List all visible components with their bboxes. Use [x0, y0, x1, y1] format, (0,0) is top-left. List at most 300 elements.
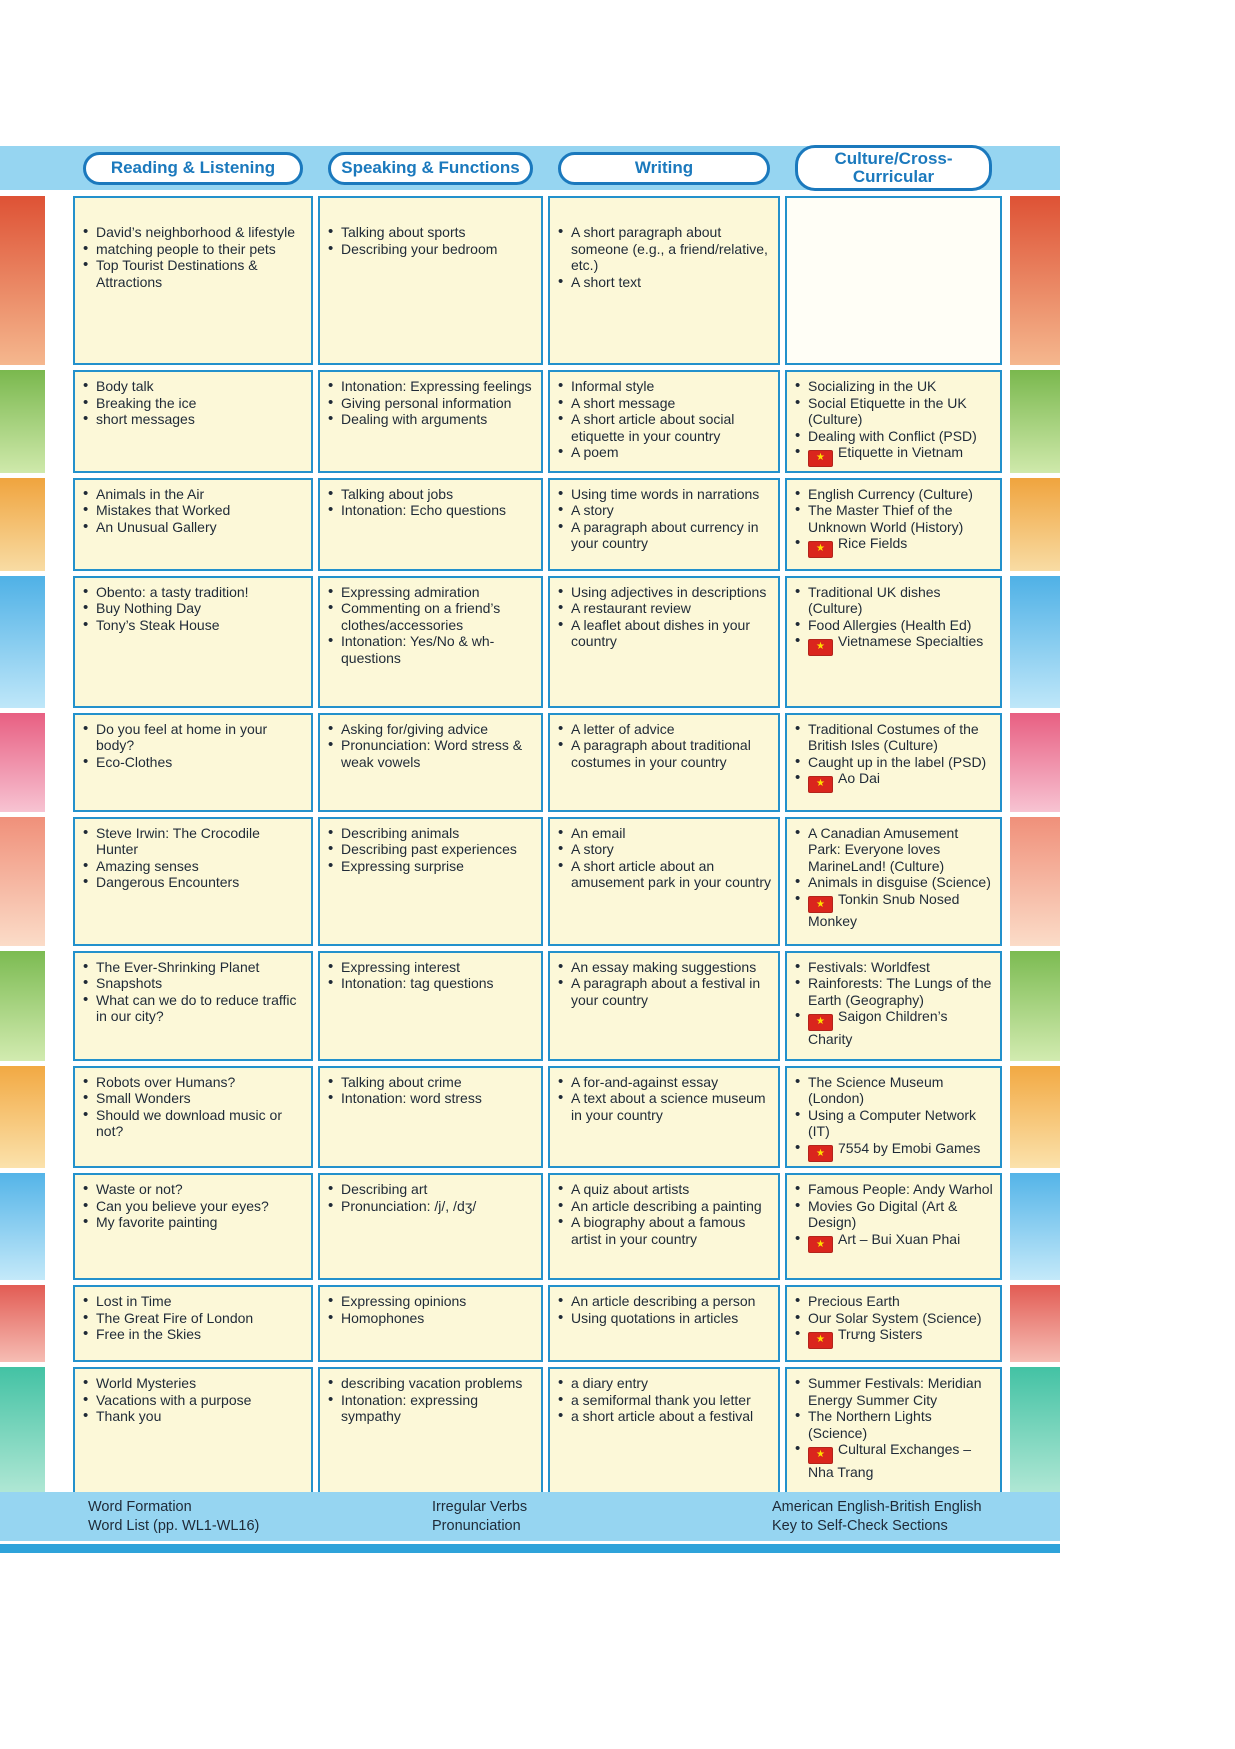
bullet-icon: • [795, 1180, 801, 1197]
syllabus-item [328, 502, 535, 519]
syllabus-item-text: Expressing admiration [341, 583, 480, 600]
syllabus-item [83, 502, 305, 519]
syllabus-item-text: Top Tourist Destinations & Attractions [96, 257, 258, 290]
cell-reading-listening [73, 1173, 313, 1280]
syllabus-item [83, 1198, 305, 1215]
cell-culture-cross-curricular [785, 1173, 1002, 1280]
syllabus-item [558, 721, 772, 738]
footer-block [432, 1498, 527, 1536]
item-list [83, 721, 305, 771]
syllabus-item-text: An article describing a painting [571, 1197, 762, 1214]
bullet-icon: • [558, 517, 564, 535]
syllabus-item-text: Famous People: Andy Warhol [808, 1181, 993, 1197]
syllabus-item [558, 486, 772, 503]
footer-block [88, 1498, 259, 1536]
syllabus-item-text: ★ Etiquette in Vietnam [808, 444, 994, 467]
syllabus-item [558, 1375, 772, 1392]
syllabus-item-text: Expressing interest [341, 958, 461, 975]
item-list [795, 378, 994, 467]
syllabus-item-text: Obento: a tasty tradition! [96, 583, 249, 600]
syllabus-item-text: Using adjectives in descriptions [571, 583, 767, 600]
syllabus-table [0, 196, 1060, 1507]
row-spacer [1002, 1367, 1010, 1502]
syllabus-item [328, 737, 535, 770]
module-color-bar-left [0, 196, 45, 365]
syllabus-item [795, 633, 994, 656]
syllabus-item-text: Do you feel at home in your body? [96, 720, 268, 753]
bullet-icon: • [328, 582, 334, 600]
cell-reading-listening [73, 817, 313, 946]
item-list [795, 486, 994, 558]
module-color-bar-left [0, 713, 45, 812]
syllabus-item [83, 975, 305, 992]
syllabus-item-text: Homophones [341, 1309, 425, 1326]
flag-star-icon: ★ [816, 452, 825, 463]
module-row [0, 817, 1060, 946]
cell-speaking-functions [318, 478, 543, 571]
syllabus-item-text: A poem [571, 444, 619, 460]
syllabus-item-text: The Northern Lights (Science) [808, 1408, 932, 1441]
syllabus-item-text: Tony’s Steak House [96, 616, 220, 633]
syllabus-item-text: Dealing with arguments [341, 411, 488, 427]
item-list [558, 1181, 772, 1247]
row-spacer [1002, 1173, 1010, 1280]
syllabus-item-text: a semiformal thank you letter [571, 1391, 751, 1408]
footer-line: Key to Self-Check Sections [772, 1518, 948, 1534]
module-color-bar-right [1010, 1066, 1060, 1169]
item-list [795, 825, 994, 930]
bullet-icon: • [328, 1374, 334, 1391]
bullet-icon: • [558, 393, 564, 411]
syllabus-item [795, 1408, 994, 1441]
item-list [558, 224, 772, 290]
syllabus-item-text: Dangerous Encounters [96, 874, 240, 890]
vietnam-flag-icon [808, 1014, 833, 1031]
bullet-icon: • [558, 1292, 564, 1309]
bullet-icon: • [328, 719, 334, 737]
column-header-line: Curricular [852, 167, 935, 186]
syllabus-item [328, 1074, 535, 1091]
bullet-icon: • [328, 823, 334, 841]
bullet-icon: • [83, 1089, 89, 1106]
syllabus-item-text: A restaurant review [571, 600, 691, 616]
bullet-icon: • [83, 1213, 89, 1230]
syllabus-item [795, 1326, 994, 1349]
module-color-bar-left [0, 951, 45, 1061]
syllabus-item [795, 891, 994, 930]
bullet-icon: • [83, 873, 89, 890]
flag-star-icon: ★ [816, 1449, 825, 1460]
syllabus-item [328, 395, 535, 412]
syllabus-item-text: Mistakes that Worked [96, 502, 231, 518]
syllabus-item [795, 444, 994, 467]
syllabus-item [83, 1074, 305, 1091]
vietnam-flag-icon [808, 776, 833, 793]
syllabus-item [558, 274, 772, 291]
bullet-icon: • [328, 736, 334, 753]
module-row [0, 478, 1060, 571]
module-color-bar-right [1010, 1285, 1060, 1362]
syllabus-item-text: Commenting on a friend’s clothes/accessories [341, 600, 501, 633]
syllabus-item [83, 1392, 305, 1409]
bullet-icon: • [795, 1325, 801, 1342]
item-list [558, 486, 772, 552]
bullet-icon: • [328, 1196, 334, 1214]
syllabus-item-text: Talking about jobs [341, 485, 454, 502]
syllabus-item [328, 1090, 535, 1107]
cell-reading-listening [73, 576, 313, 708]
syllabus-item-text: World Mysteries [96, 1375, 197, 1391]
item-list [558, 959, 772, 1009]
column-header-culture-cross-curricular [795, 145, 992, 192]
syllabus-item [795, 825, 994, 875]
footer-line: Pronunciation [432, 1518, 521, 1534]
column-header-writing [558, 152, 770, 185]
syllabus-item [558, 1090, 772, 1123]
bullet-icon: • [795, 1105, 801, 1123]
cell-culture-cross-curricular [785, 1367, 1002, 1502]
cell-culture-cross-curricular [785, 478, 1002, 571]
vietnam-flag-icon [808, 1145, 833, 1162]
row-spacer [1002, 713, 1010, 812]
item-list [328, 1074, 535, 1107]
syllabus-item-text: Body talk [96, 378, 154, 394]
bullet-icon: • [558, 856, 564, 874]
flag-star-icon: ★ [816, 898, 825, 910]
bullet-icon: • [83, 484, 89, 502]
syllabus-item [558, 1198, 772, 1215]
bullet-icon: • [328, 1180, 334, 1197]
syllabus-item [558, 975, 772, 1008]
syllabus-item-text: An essay making suggestions [571, 958, 757, 975]
syllabus-item-text: Vacations with a purpose [96, 1391, 252, 1408]
bullet-icon: • [328, 223, 334, 240]
syllabus-item-text: A short message [571, 394, 676, 411]
syllabus-item-text: A paragraph about traditional costumes in your country [571, 737, 751, 770]
row-spacer [45, 713, 73, 812]
item-list [558, 1074, 772, 1124]
syllabus-item [328, 858, 535, 875]
syllabus-item [558, 395, 772, 412]
syllabus-item [558, 858, 772, 891]
syllabus-item-text: Can you believe your eyes? [96, 1197, 269, 1214]
item-list [795, 1181, 994, 1253]
cell-writing [548, 196, 780, 365]
item-list [328, 486, 535, 519]
row-spacer [45, 1173, 73, 1280]
footer-line: Irregular Verbs [432, 1499, 528, 1515]
syllabus-item-text: Intonation: expressing sympathy [341, 1391, 478, 1424]
row-spacer [45, 478, 73, 571]
syllabus-item-text: Pronunciation: Word stress & weak vowels [341, 737, 523, 770]
bullet-icon: • [558, 582, 564, 600]
syllabus-item [558, 841, 772, 858]
syllabus-item [795, 721, 994, 754]
syllabus-item [558, 444, 772, 461]
syllabus-item [558, 959, 772, 976]
flag-star-icon: ★ [816, 778, 825, 789]
bullet-icon: • [795, 1407, 801, 1424]
cell-writing [548, 478, 780, 571]
bullet-icon: • [558, 599, 564, 616]
row-spacer [45, 817, 73, 946]
syllabus-item [558, 825, 772, 842]
row-spacer [1002, 576, 1010, 708]
item-list [558, 825, 772, 891]
syllabus-item-text: Food Allergies (Health Ed) [808, 616, 972, 633]
module-color-bar-right [1010, 1367, 1060, 1502]
syllabus-item [83, 224, 305, 241]
syllabus-item [83, 1181, 305, 1198]
syllabus-item-text: Intonation: Yes/No & wh-questions [341, 633, 495, 666]
module-row [0, 370, 1060, 473]
bullet-icon: • [328, 632, 334, 649]
bullet-icon: • [83, 239, 89, 257]
row-spacer [45, 951, 73, 1061]
syllabus-item [558, 411, 772, 444]
bullet-icon: • [83, 974, 89, 991]
syllabus-item [328, 378, 535, 395]
module-color-bar-left [0, 576, 45, 708]
module-row [0, 1173, 1060, 1280]
flag-star-icon: ★ [816, 641, 825, 652]
cell-speaking-functions [318, 1066, 543, 1169]
syllabus-item-text: Talking about sports [341, 224, 466, 240]
cell-culture-cross-curricular [785, 713, 1002, 812]
bullet-icon: • [795, 1196, 801, 1214]
flag-star-icon: ★ [816, 1147, 825, 1159]
column-header-line: Reading & Listening [110, 157, 276, 177]
syllabus-item-text: A short article about an amusement park in your country [571, 857, 771, 890]
syllabus-item [795, 770, 994, 793]
footer-band [0, 1492, 1060, 1553]
bullet-icon: • [83, 377, 89, 394]
cell-speaking-functions [318, 951, 543, 1061]
item-list [558, 1375, 772, 1425]
syllabus-item [83, 1408, 305, 1425]
bullet-icon: • [83, 1374, 89, 1391]
syllabus-item-text: Breaking the ice [96, 394, 197, 411]
bullet-icon: • [83, 1196, 89, 1214]
footer-reference-band [0, 1492, 1060, 1541]
syllabus-item-text: Pronunciation: /j/, /dʒ/ [341, 1197, 477, 1214]
bullet-icon: • [558, 1196, 564, 1214]
item-list [795, 1293, 994, 1349]
bullet-icon: • [558, 974, 564, 991]
module-row [0, 713, 1060, 812]
cell-culture-cross-curricular [785, 1066, 1002, 1169]
bullet-icon: • [328, 840, 334, 857]
item-list [558, 1293, 772, 1326]
syllabus-item [558, 584, 772, 601]
syllabus-item [328, 721, 535, 738]
row-spacer [1002, 370, 1010, 473]
syllabus-item [328, 825, 535, 842]
bullet-icon: • [795, 957, 801, 975]
syllabus-item-text: A short text [571, 273, 642, 290]
syllabus-item-text: Thank you [96, 1408, 162, 1424]
bullet-icon: • [558, 223, 564, 240]
syllabus-item-text: A quiz about artists [571, 1181, 690, 1197]
item-list [328, 721, 535, 771]
syllabus-item [558, 600, 772, 617]
bullet-icon: • [558, 1213, 564, 1230]
cell-culture-cross-curricular [785, 951, 1002, 1061]
syllabus-item [795, 1074, 994, 1107]
bullet-icon: • [558, 1407, 564, 1424]
flag-star-icon: ★ [816, 543, 825, 554]
bullet-icon: • [558, 736, 564, 753]
bullet-icon: • [558, 272, 564, 290]
module-color-bar-left [0, 370, 45, 473]
syllabus-item [83, 1310, 305, 1327]
bullet-icon: • [795, 582, 801, 600]
cell-reading-listening [73, 196, 313, 365]
syllabus-item [83, 617, 305, 634]
syllabus-item [795, 1310, 994, 1327]
bullet-icon: • [795, 889, 801, 907]
syllabus-item [83, 992, 305, 1025]
cell-writing [548, 576, 780, 708]
cell-writing [548, 1173, 780, 1280]
syllabus-item [83, 959, 305, 976]
bullet-icon: • [795, 534, 801, 551]
cell-writing [548, 713, 780, 812]
syllabus-item [83, 1107, 305, 1140]
cell-reading-listening [73, 1285, 313, 1362]
vietnam-flag-icon [808, 1447, 833, 1464]
bullet-icon: • [795, 632, 801, 649]
bullet-icon: • [558, 1180, 564, 1197]
bullet-icon: • [83, 823, 89, 841]
bullet-icon: • [795, 377, 801, 394]
module-color-bar-left [0, 478, 45, 571]
syllabus-item-text: The Ever-Shrinking Planet [96, 958, 260, 975]
module-color-bar-left [0, 1367, 45, 1502]
syllabus-item [83, 1326, 305, 1343]
syllabus-item-text: My favorite painting [96, 1214, 218, 1230]
item-list [83, 825, 305, 891]
flag-star-icon: ★ [816, 1016, 825, 1027]
syllabus-item-text: Socializing in the UK [808, 378, 937, 394]
syllabus-item-text: Caught up in the label (PSD) [808, 753, 987, 770]
bullet-icon: • [558, 484, 564, 502]
flag-star-icon: ★ [816, 1334, 825, 1345]
syllabus-item [558, 1392, 772, 1409]
syllabus-item [795, 1107, 994, 1140]
cell-culture-cross-curricular [785, 817, 1002, 946]
syllabus-item-text: Summer Festivals: Meridian Energy Summer City [808, 1375, 982, 1408]
module-row [0, 576, 1060, 708]
syllabus-item-text: ★ Cultural Exchanges – Nha Trang [808, 1441, 972, 1480]
cell-speaking-functions [318, 1285, 543, 1362]
bullet-icon: • [83, 1390, 89, 1408]
cell-writing [548, 370, 780, 473]
syllabus-item-text: A biography about a famous artist in your country [571, 1214, 746, 1247]
module-color-bar-left [0, 1173, 45, 1280]
syllabus-item-text: David’s neighborhood & lifestyle [96, 224, 295, 240]
module-color-bar-right [1010, 817, 1060, 946]
syllabus-item-text: Waste or not? [96, 1181, 183, 1197]
bullet-icon: • [83, 599, 89, 616]
bullet-icon: • [795, 1072, 801, 1090]
row-spacer [45, 1367, 73, 1502]
syllabus-item [328, 841, 535, 858]
syllabus-item [328, 600, 535, 633]
syllabus-item [83, 584, 305, 601]
bullet-icon: • [795, 1138, 801, 1156]
syllabus-item [328, 975, 535, 992]
vietnam-flag-icon [808, 896, 833, 913]
syllabus-item [83, 241, 305, 258]
syllabus-item [795, 395, 994, 428]
bullet-icon: • [558, 1308, 564, 1326]
item-list [83, 224, 305, 290]
module-row [0, 196, 1060, 365]
syllabus-item-text: Dealing with Conflict (PSD) [808, 427, 977, 444]
syllabus-item [558, 378, 772, 395]
footer-line: American English-British English [772, 1499, 982, 1515]
syllabus-item-text: ★ Trưng Sisters [808, 1326, 994, 1349]
row-spacer [1002, 478, 1010, 571]
syllabus-item [795, 535, 994, 558]
syllabus-item-text: The Science Museum (London) [808, 1073, 944, 1106]
syllabus-item [558, 1293, 772, 1310]
item-list [328, 825, 535, 875]
syllabus-item-text: Eco-Clothes [96, 753, 173, 770]
header-band [0, 146, 1060, 190]
module-row [0, 1367, 1060, 1502]
module-row [0, 951, 1060, 1061]
syllabus-item [558, 737, 772, 770]
bullet-icon: • [328, 957, 334, 975]
bullet-icon: • [83, 990, 89, 1008]
syllabus-item [83, 1090, 305, 1107]
bullet-icon: • [795, 615, 801, 633]
syllabus-item-text: Snapshots [96, 975, 163, 991]
header-slot-writing [548, 152, 780, 185]
item-list [83, 1375, 305, 1425]
syllabus-item-text: Describing animals [341, 824, 460, 841]
syllabus-item [328, 959, 535, 976]
syllabus-item-text: Steve Irwin: The Crocodile Hunter [96, 824, 260, 857]
bullet-icon: • [558, 1072, 564, 1090]
syllabus-item-text: describing vacation problems [341, 1375, 523, 1391]
cell-reading-listening [73, 1367, 313, 1502]
module-color-bar-right [1010, 713, 1060, 812]
bullet-icon: • [795, 1374, 801, 1391]
item-list [83, 959, 305, 1025]
syllabus-item [558, 1310, 772, 1327]
item-list [558, 378, 772, 461]
header-slot-reading-listening [73, 152, 313, 185]
syllabus-item [328, 224, 535, 241]
syllabus-item-text: A Canadian Amusement Park: Everyone loves MarineLand! (Culture) [808, 824, 959, 874]
bullet-icon: • [795, 1440, 801, 1457]
syllabus-item [795, 378, 994, 395]
item-list [83, 1181, 305, 1231]
syllabus-item-text: Robots over Humans? [96, 1073, 236, 1090]
syllabus-item-text: A story [571, 502, 614, 518]
item-list [795, 1074, 994, 1163]
bullet-icon: • [558, 719, 564, 737]
vietnam-flag-icon [808, 1332, 833, 1349]
bullet-icon: • [328, 856, 334, 874]
bullet-icon: • [328, 393, 334, 411]
syllabus-item [328, 1198, 535, 1215]
bullet-icon: • [83, 1180, 89, 1197]
syllabus-item [795, 502, 994, 535]
